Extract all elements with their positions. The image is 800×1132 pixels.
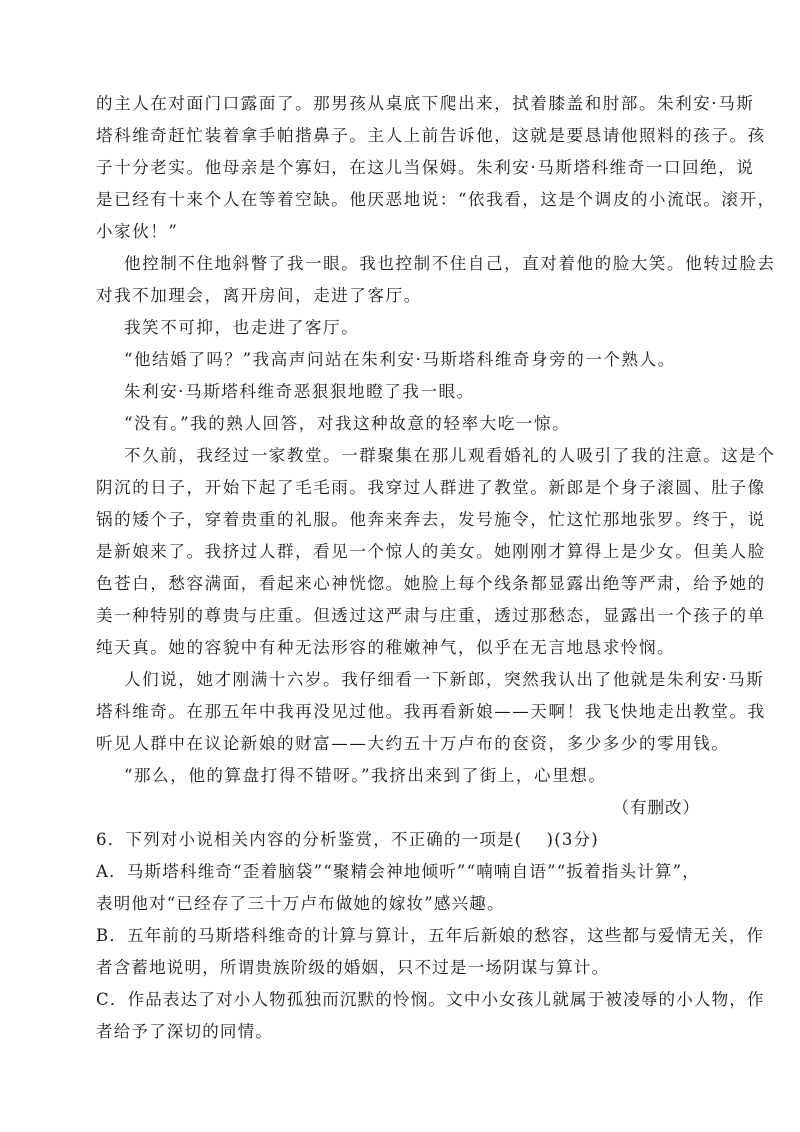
- passage-line: 他控制不住地斜瞥了我一眼。我也控制不住自己，直对着他的脸大笑。他转过脸去: [124, 254, 776, 273]
- passage-line: 是新娘来了。我挤过人群，看见一个惊人的美女。她刚刚才算得上是少女。但美人脸: [96, 542, 766, 561]
- passage-line: “那么，他的算盘打得不错呀。”我挤出来到了街上，心里想。: [124, 766, 607, 785]
- passage-line: “没有。”我的熟人回答，对我这种故意的轻率大吃一惊。: [124, 414, 571, 433]
- passage-line: 对我不加理会，离开房间，走进了客厅。: [96, 286, 422, 305]
- passage-line: 小家伙！”: [96, 222, 179, 241]
- option-line: 者含蓄地说明，所谓贵族阶级的婚姻，只不过是一场阴谋与算计。: [96, 958, 610, 977]
- option-line: C．作品表达了对小人物孤独而沉默的怜悯。文中小女孩儿就属于被凌辱的小人物，作: [96, 990, 765, 1009]
- passage-line: 是已经有十来个人在等着空缺。他厌恶地说：“依我看，这是个调皮的小流氓。滚开，: [96, 190, 776, 209]
- passage-line: 人们说，她才刚满十六岁。我仔细看一下新郎，突然我认出了他就是朱利安·马斯: [124, 670, 765, 689]
- option-line: 者给予了深切的同情。: [96, 1022, 273, 1041]
- passage-line: 子十分老实。他母亲是个寡妇，在这儿当保姆。朱利安·马斯塔科维奇一口回绝，说: [96, 158, 755, 177]
- passage-line: 塔科维奇。在那五年中我再没见过他。我再看新娘——天啊！我飞快地走出教堂。我: [96, 702, 766, 721]
- passage-line: 阴沉的日子，开始下起了毛毛雨。我穿过人群进了教堂。新郎是个身子滚圆、肚子像: [96, 478, 766, 497]
- document-page: [96, 88, 776, 1048]
- passage-line: 朱利安·马斯塔科维奇恶狠狠地瞪了我一眼。: [124, 382, 475, 401]
- source-note: （有删改）: [612, 798, 700, 817]
- passage-line: 我笑不可抑，也走进了客厅。: [124, 318, 360, 337]
- passage-line: 锅的矮个子，穿着贵重的礼服。他奔来奔去，发号施令，忙这忙那地张罗。终于，说: [96, 510, 766, 529]
- passage-line: 纯天真。她的容貌中有种无法形容的稚嫩神气，似乎在无言地恳求怜悯。: [96, 638, 676, 657]
- passage-line: 的主人在对面门口露面了。那男孩从桌底下爬出来，拭着膝盖和肘部。朱利安·马斯: [96, 94, 755, 113]
- question-6: [96, 824, 765, 1048]
- passage-line: “他结婚了吗？”我高声问站在朱利安·马斯塔科维奇身旁的一个熟人。: [124, 350, 676, 369]
- option-c: [96, 984, 765, 1048]
- question-stem: 6．下列对小说相关内容的分析鉴赏，不正确的一项是( )(3分): [96, 830, 599, 849]
- option-line: A．马斯塔科维奇“歪着脑袋”“聚精会神地倾听”“喃喃自语”“扳着指头计算”，: [96, 862, 700, 881]
- option-a: [96, 856, 700, 920]
- passage-line: 塔科维奇赶忙装着拿手帕揩鼻子。主人上前告诉他，这就是要恳请他照料的孩子。孩: [96, 126, 766, 145]
- passage-line: 不久前，我经过一家教堂。一群聚集在那儿观看婚礼的人吸引了我的注意。这是个: [124, 446, 776, 465]
- option-line: B．五年前的马斯塔科维奇的计算与算计，五年后新娘的愁容，这些都与爱情无关，作: [96, 926, 765, 945]
- passage: [96, 88, 776, 824]
- option-b: [96, 920, 765, 984]
- passage-line: 美一种特别的尊贵与庄重。但透过这严肃与庄重，透过那愁态，显露出一个孩子的单: [96, 606, 766, 625]
- option-line: 表明他对“已经存了三十万卢布做她的嫁妆”感兴趣。: [96, 894, 505, 913]
- passage-line: 听见人群中在议论新娘的财富——大约五十万卢布的奁资，多少多少的零用钱。: [96, 734, 730, 753]
- passage-line: 色苍白，愁容满面，看起来心神恍惚。她脸上每个线条都显露出绝等严肃，给予她的: [96, 574, 766, 593]
